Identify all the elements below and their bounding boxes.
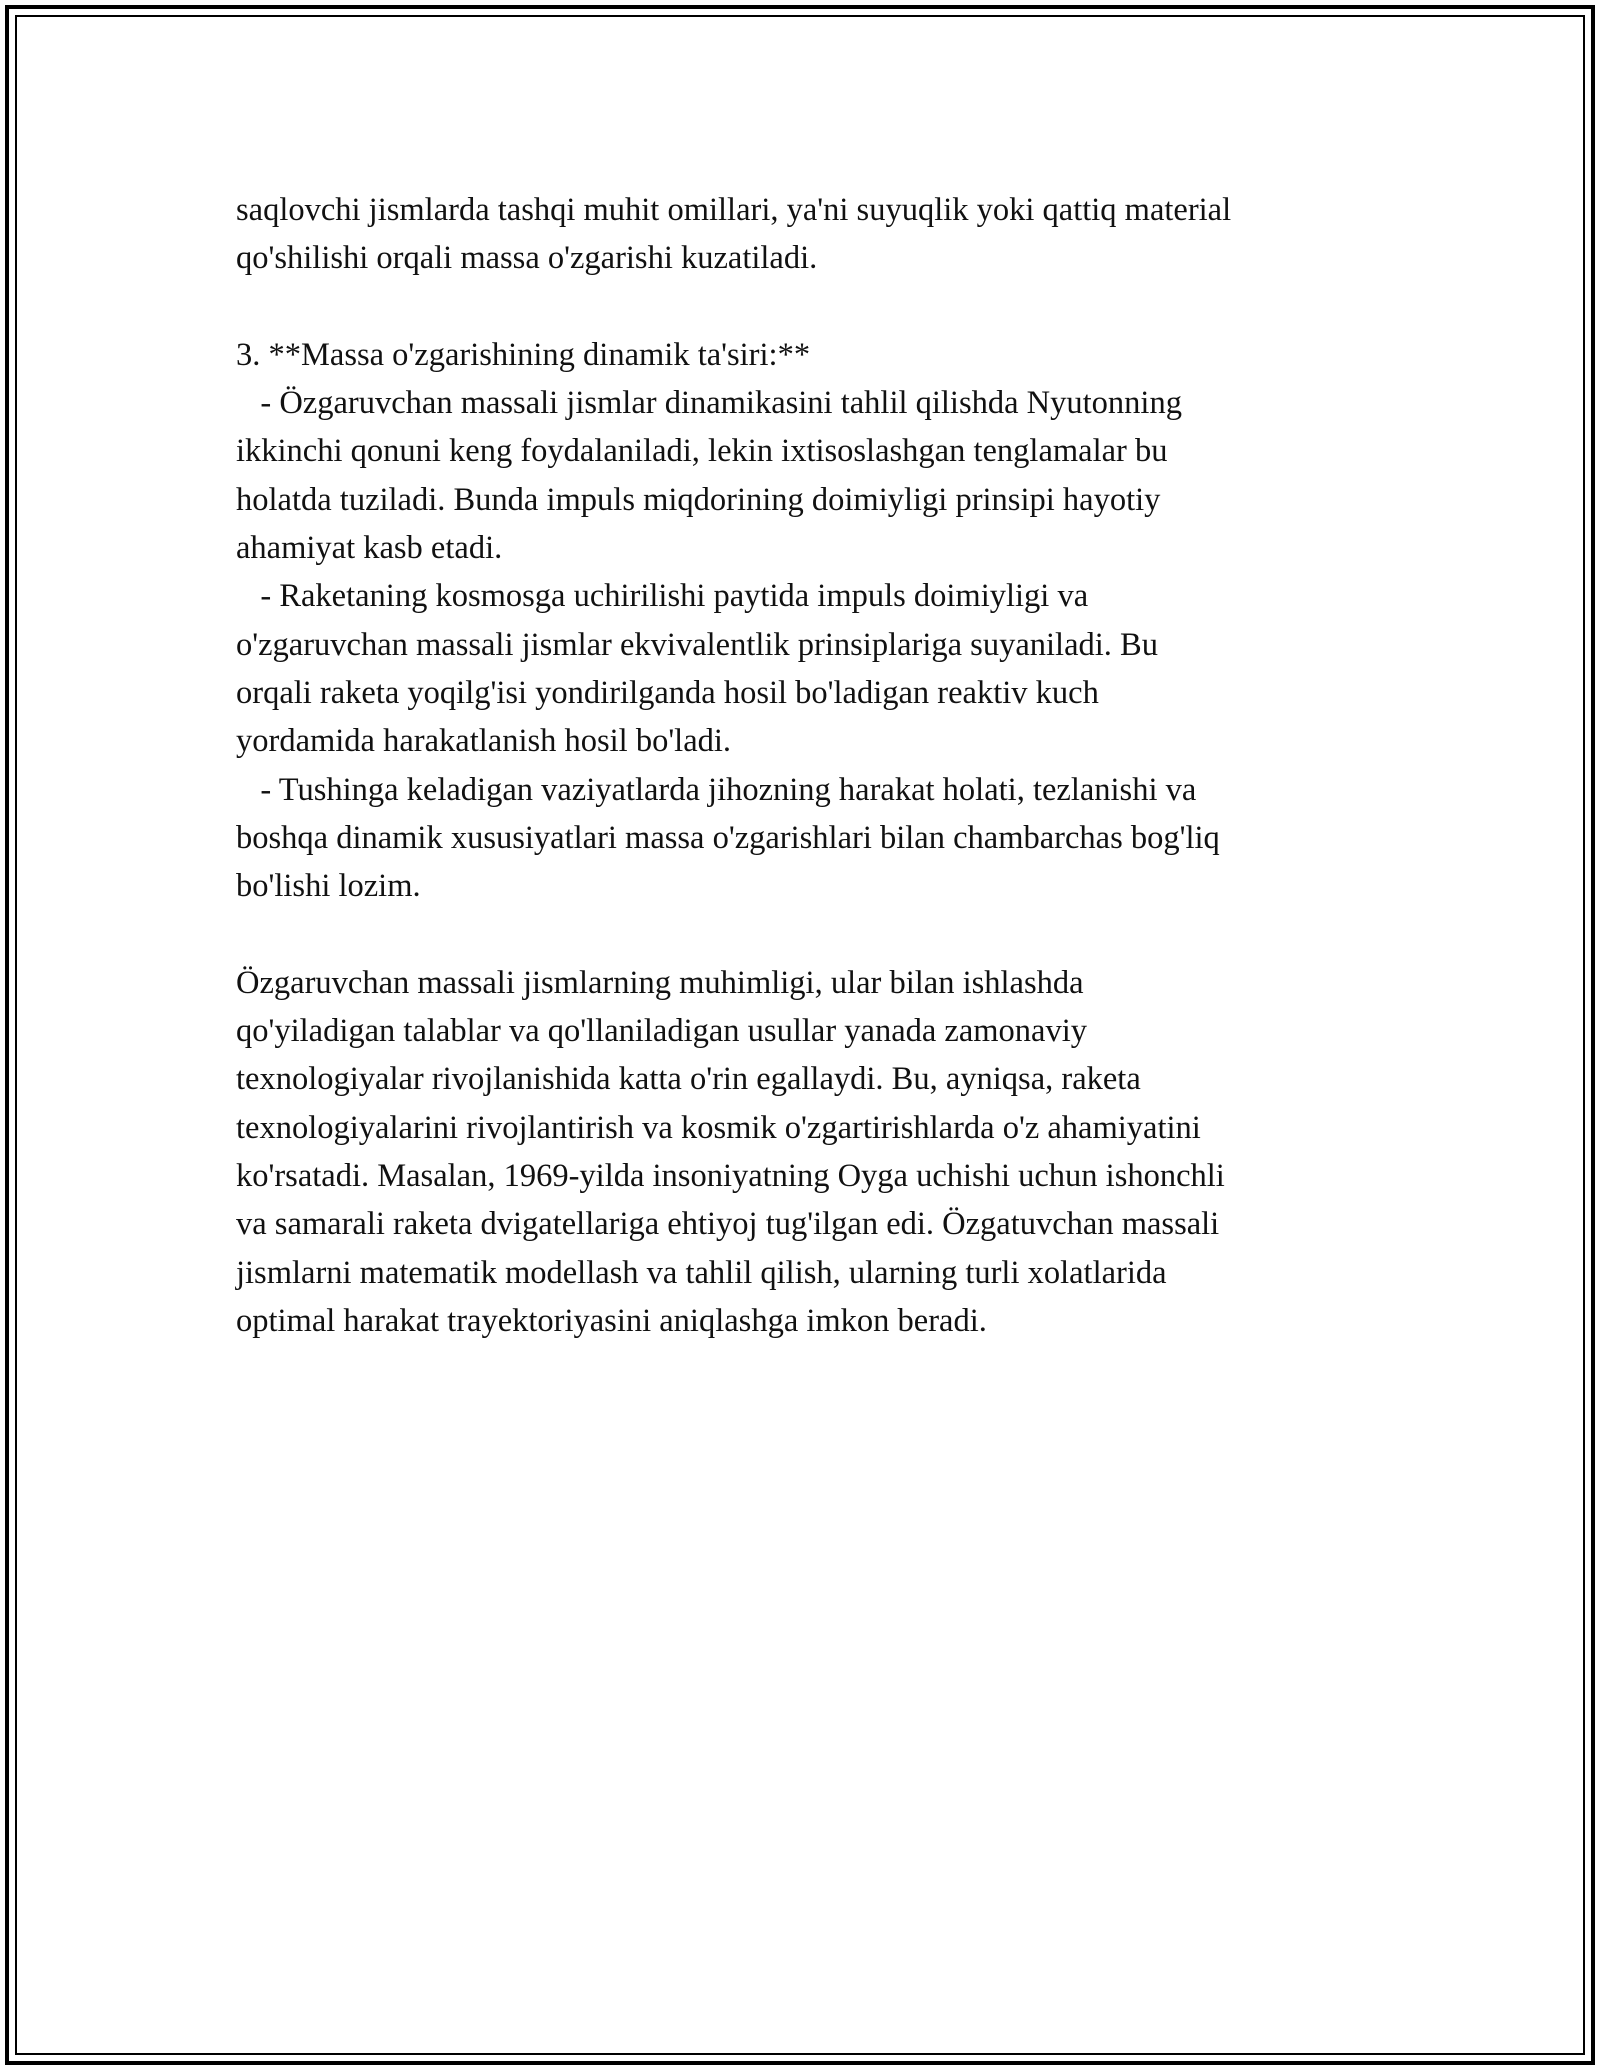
text-line: - Raketaning kosmosga uchirilishi paytida impuls doimiyligi va (236, 578, 1089, 615)
section-3-heading: 3. **Massa o'zgarishining dinamik ta'siri:** (236, 336, 811, 373)
text-line: yordamida harakatlanish hosil bo'ladi. (236, 723, 732, 760)
text-line: - Tushinga keladigan vaziyatlarda jihozning harakat holati, tezlanishi va (236, 771, 1197, 808)
text-line: ikkinchi qonuni keng foydalaniladi, lekin ixtisoslashgan tenglamalar bu (236, 433, 1168, 470)
paragraph-gap (236, 283, 1416, 331)
text-line: jismlarni matematik modellash va tahlil qilish, ularning turli xolatlarida (236, 1254, 1167, 1291)
text-line: ahamiyat kasb etadi. (236, 530, 503, 567)
section-3-bullet-1 (236, 379, 1416, 572)
text-line: orqali raketa yoqilg'isi yondirilganda hosil bo'ladigan reaktiv kuch (236, 674, 1099, 711)
text-line: texnologiyalarini rivojlantirish va kosmik o'zgartirishlarda o'z ahamiyatini (236, 1109, 1201, 1146)
text-line: o'zgaruvchan massali jismlar ekvivalentlik prinsiplariga suyaniladi. Bu (236, 626, 1158, 663)
section-3-bullet-2 (236, 572, 1416, 765)
text-line: qo'shilishi orqali massa o'zgarishi kuzatiladi. (236, 240, 818, 277)
text-line: saqlovchi jismlarda tashqi muhit omillari, ya'ni suyuqlik yoki qattiq material (236, 192, 1232, 228)
text-line: boshqa dinamik xususiyatlari massa o'zgarishlari bilan chambarchas bog'liq (236, 819, 1220, 856)
paragraph-intro-continuation (236, 186, 1416, 283)
document-body (236, 186, 1416, 1345)
paragraph-conclusion (236, 959, 1416, 1345)
section-3-bullet-3 (236, 766, 1416, 911)
text-line: qo'yiladigan talablar va qo'llaniladigan usullar yanada zamonaviy (236, 1013, 1087, 1050)
text-line: - Özgaruvchan massali jismlar dinamikasini tahlil qilishda Nyutonning (236, 385, 1182, 422)
section-3 (236, 331, 1416, 911)
text-line: ko'rsatadi. Masalan, 1969-yilda insoniyatning Oyga uchishi uchun ishonchli (236, 1157, 1225, 1194)
text-line: texnologiyalar rivojlanishida katta o'rin egallaydi. Bu, ayniqsa, raketa (236, 1061, 1141, 1098)
text-line: holatda tuziladi. Bunda impuls miqdorining doimiyligi prinsipi hayotiy (236, 481, 1161, 518)
paragraph-gap (236, 910, 1416, 958)
text-line: optimal harakat trayektoriyasini aniqlashga imkon beradi. (236, 1302, 987, 1339)
text-line: Özgaruvchan massali jismlarning muhimligi, ular bilan ishlashda (236, 964, 1084, 1001)
text-line: va samarali raketa dvigatellariga ehtiyoj tug'ilgan edi. Özgatuvchan massali (236, 1206, 1220, 1243)
text-line: bo'lishi lozim. (236, 868, 421, 905)
